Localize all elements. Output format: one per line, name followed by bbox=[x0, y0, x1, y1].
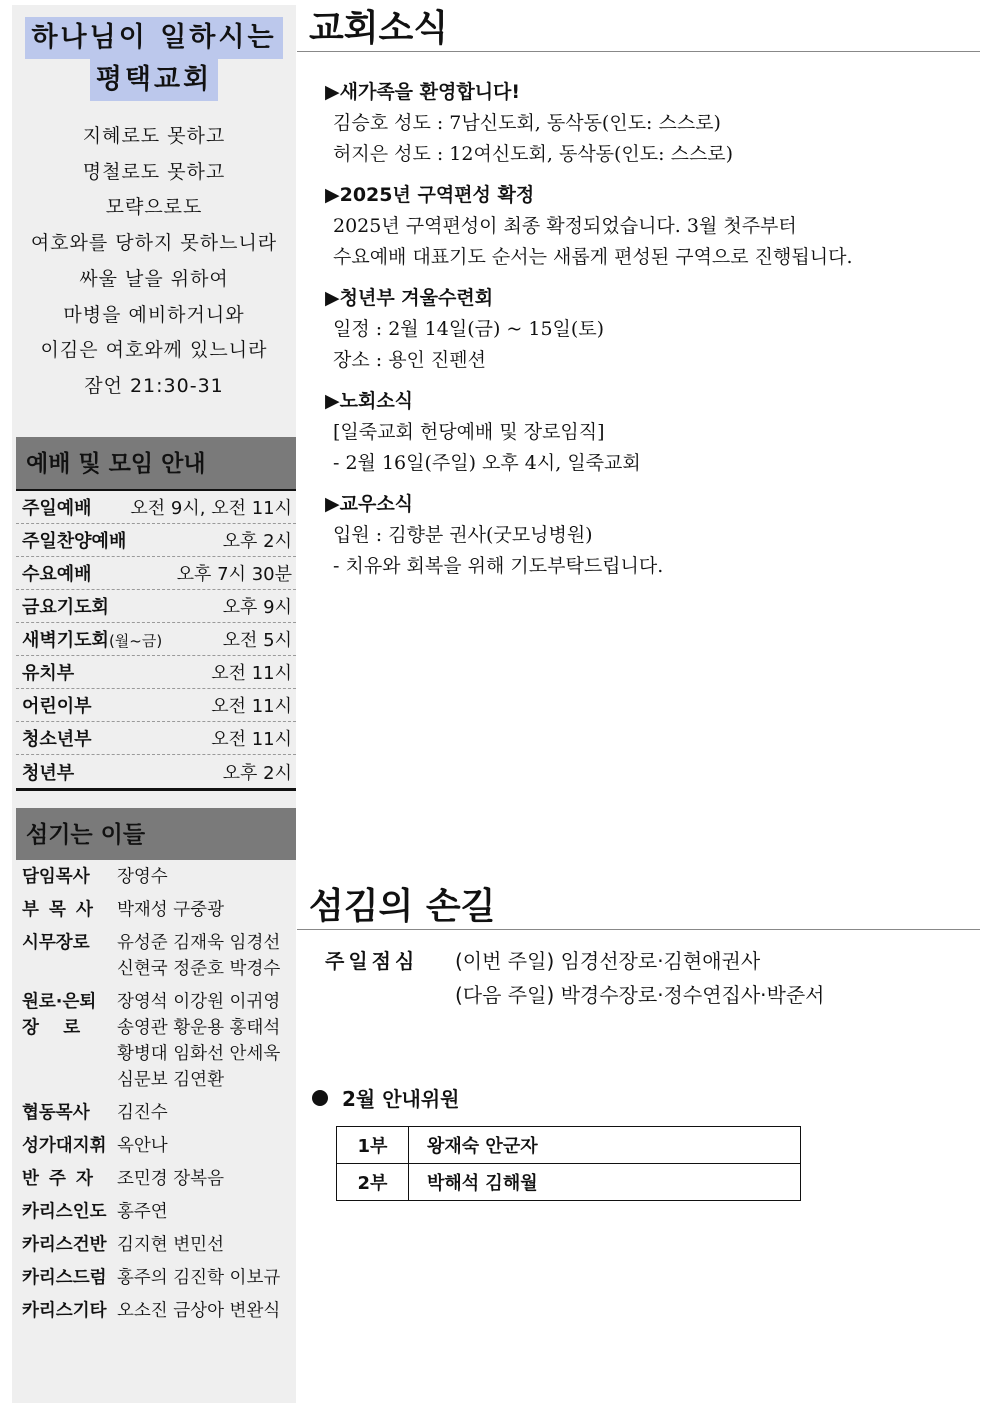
worship-time: 오전 11시 bbox=[211, 696, 292, 717]
servant-names-line: 장영석 이강원 이귀영 bbox=[117, 992, 281, 1012]
servant-names-line: 유성준 김재욱 임경선 bbox=[117, 933, 281, 953]
worship-row bbox=[16, 755, 296, 788]
news-item bbox=[325, 179, 980, 273]
news-item-line: 일정 : 2월 14일(금) ~ 15일(토) bbox=[333, 318, 605, 340]
news-item-line: 입원 : 김향분 권사(굿모닝병원) bbox=[333, 524, 593, 546]
servant-names bbox=[117, 897, 224, 923]
verse-line: 모략으로도 bbox=[105, 196, 203, 219]
worship-name: 유치부 bbox=[22, 663, 75, 684]
servant-names bbox=[117, 1298, 280, 1324]
news-item-line: 허지은 성도 : 12여신도회, 동삭동(인도: 스스로) bbox=[333, 143, 734, 165]
servants-title: 섬기는 이들 bbox=[16, 808, 296, 860]
worship-name: 수요예배 bbox=[22, 564, 92, 585]
servant-role: 카리스드럼 bbox=[22, 1268, 107, 1288]
servant-row bbox=[22, 1166, 296, 1192]
worship-name: 어린이부 bbox=[22, 696, 92, 717]
news-item bbox=[325, 385, 980, 479]
servants-list bbox=[16, 860, 296, 1324]
usher-names: 왕재숙 안군자 bbox=[409, 1127, 801, 1164]
lunch-duty bbox=[297, 944, 980, 1012]
news-item-title: ▶교우소식 bbox=[325, 493, 414, 515]
news-item-title: ▶새가족을 환영합니다! bbox=[325, 81, 521, 103]
servant-names-line: 장영수 bbox=[117, 867, 168, 887]
serving-hands-title: 섬김의 손길 bbox=[309, 886, 496, 927]
servant-names-line: 심문보 김연환 bbox=[117, 1070, 224, 1090]
servant-row bbox=[22, 1298, 296, 1324]
worship-row bbox=[16, 656, 296, 689]
servant-names bbox=[117, 930, 280, 982]
worship-time: 오전 9시, 오전 11시 bbox=[130, 498, 292, 519]
church-title bbox=[12, 17, 296, 101]
servant-names bbox=[117, 864, 168, 890]
worship-name-text: 새벽기도회 bbox=[22, 630, 109, 651]
worship-row bbox=[16, 491, 296, 524]
worship-name: 주일예배 bbox=[22, 498, 92, 519]
lunch-duty-label-spacer bbox=[325, 978, 455, 1012]
news-item-line: 장소 : 용인 진펜션 bbox=[333, 349, 486, 371]
news-item-title: ▶2025년 구역편성 확정 bbox=[325, 184, 535, 206]
ushers-table bbox=[336, 1126, 801, 1201]
servant-role: 카리스인도 bbox=[22, 1202, 107, 1222]
servant-row bbox=[22, 1100, 296, 1126]
verse-line: 이김은 여호와께 있느니라 bbox=[40, 339, 268, 362]
worship-row bbox=[16, 524, 296, 557]
servant-names-line: 조민경 장복음 bbox=[117, 1169, 224, 1189]
worship-name: 주일찬양예배 bbox=[22, 531, 127, 552]
worship-time: 오후 9시 bbox=[222, 597, 292, 618]
servant-names-line: 홍주의 김진학 이보규 bbox=[117, 1268, 281, 1288]
news-item-line: - 2월 16일(주일) 오후 4시, 일죽교회 bbox=[333, 452, 641, 474]
servant-row bbox=[22, 1265, 296, 1291]
servant-names-line: 김지현 변민선 bbox=[117, 1235, 224, 1255]
servant-role: 반 주 자 bbox=[22, 1169, 95, 1189]
news-item-title: ▶청년부 겨울수련회 bbox=[325, 287, 494, 309]
church-title-line-2: 평택교회 bbox=[90, 59, 218, 101]
usher-part: 2부 bbox=[337, 1164, 409, 1201]
worship-name: 금요기도회 bbox=[22, 597, 109, 618]
servant-names-line: 김진수 bbox=[117, 1103, 168, 1123]
servant-role: 협동목사 bbox=[22, 1103, 90, 1123]
servant-names bbox=[117, 1232, 224, 1258]
worship-time: 오후 2시 bbox=[222, 762, 292, 784]
bullet-icon bbox=[312, 1090, 328, 1106]
worship-row bbox=[16, 623, 296, 656]
news-item-line: 수요예배 대표기도 순서는 새롭게 편성된 구역으로 진행됩니다. bbox=[333, 246, 853, 268]
news-item bbox=[325, 282, 980, 376]
lunch-duty-label: 주일점심 bbox=[325, 949, 419, 973]
ushers-title bbox=[312, 1083, 801, 1112]
servant-names-line: 황병대 임화선 안세욱 bbox=[117, 1044, 281, 1064]
worship-time: 오전 11시 bbox=[211, 729, 292, 750]
ushers-section bbox=[312, 1083, 801, 1201]
servant-names bbox=[117, 1133, 168, 1159]
worship-time: 오후 2시 bbox=[222, 531, 292, 552]
worship-schedule bbox=[16, 437, 296, 791]
servant-role: 카리스건반 bbox=[22, 1235, 107, 1255]
servant-names bbox=[117, 1166, 224, 1192]
scripture-verse bbox=[12, 119, 296, 405]
church-title-line-1: 하나님이 일하시는 bbox=[25, 17, 282, 59]
servant-row bbox=[22, 930, 296, 982]
servant-names bbox=[117, 1265, 280, 1291]
worship-row bbox=[16, 557, 296, 590]
servants-section bbox=[16, 808, 296, 1331]
worship-schedule-title: 예배 및 모임 안내 bbox=[16, 437, 296, 489]
church-news-section bbox=[297, 0, 980, 591]
left-sidebar bbox=[12, 5, 296, 1403]
servant-names bbox=[117, 989, 280, 1093]
servant-names bbox=[117, 1199, 168, 1225]
servant-role: 성가대지휘 bbox=[22, 1136, 107, 1156]
worship-time: 오전 11시 bbox=[211, 663, 292, 684]
worship-table bbox=[16, 489, 296, 791]
servant-role: 부 목 사 bbox=[22, 900, 95, 920]
worship-name: 청소년부 bbox=[22, 729, 92, 750]
lunch-duty-row bbox=[325, 944, 980, 978]
servant-row bbox=[22, 897, 296, 923]
servant-names bbox=[117, 1100, 168, 1126]
table-row bbox=[337, 1127, 801, 1164]
lunch-duty-next-week: (다음 주일) 박경수장로·정수연집사·박준서 bbox=[455, 983, 825, 1007]
worship-time: 오전 5시 bbox=[222, 630, 292, 651]
verse-line: 여호와를 당하지 못하느니라 bbox=[30, 232, 278, 255]
section-divider bbox=[297, 929, 980, 930]
news-item-line: 2025년 구역편성이 최종 확정되었습니다. 3월 첫주부터 bbox=[333, 215, 797, 237]
verse-line: 명철로도 못하고 bbox=[82, 160, 226, 183]
worship-note: (월~금) bbox=[108, 632, 163, 650]
verse-line: 마병을 예비하거니와 bbox=[63, 303, 245, 326]
news-item bbox=[325, 488, 980, 582]
servant-row bbox=[22, 864, 296, 890]
servant-row bbox=[22, 1133, 296, 1159]
servant-names-line: 박재성 구중광 bbox=[117, 900, 224, 920]
news-list bbox=[297, 76, 980, 582]
verse-line: 지혜로도 못하고 bbox=[82, 125, 226, 147]
lunch-duty-row bbox=[325, 978, 980, 1012]
lunch-duty-this-week: (이번 주일) 임경선장로·김현애권사 bbox=[455, 949, 761, 973]
ushers-title-text: 2월 안내위원 bbox=[342, 1087, 460, 1111]
servant-names-line: 신현국 정준호 박경수 bbox=[117, 959, 281, 979]
servant-role: 담임목사 bbox=[22, 867, 90, 887]
usher-part: 1부 bbox=[337, 1127, 409, 1164]
servant-names-line: 홍주연 bbox=[117, 1202, 168, 1222]
servant-names-line: 옥안나 bbox=[117, 1136, 168, 1156]
worship-row bbox=[16, 590, 296, 623]
news-item bbox=[325, 76, 980, 170]
worship-row bbox=[16, 689, 296, 722]
verse-reference: 잠언 21:30-31 bbox=[84, 374, 224, 397]
servant-names-line: 송영관 황운용 홍태석 bbox=[117, 1018, 281, 1038]
news-item-title: ▶노회소식 bbox=[325, 390, 414, 412]
servant-role: 시무장로 bbox=[22, 933, 90, 953]
worship-time: 오후 7시 30분 bbox=[176, 564, 292, 585]
serving-hands-section bbox=[297, 878, 980, 1012]
table-row bbox=[337, 1164, 801, 1201]
news-item-line: - 치유와 회복을 위해 기도부탁드립니다. bbox=[333, 555, 664, 577]
church-news-title: 교회소식 bbox=[309, 8, 449, 49]
worship-name: 청년부 bbox=[22, 762, 75, 784]
worship-row bbox=[16, 722, 296, 755]
servant-role: 카리스기타 bbox=[22, 1301, 107, 1321]
worship-name bbox=[22, 626, 162, 652]
news-item-line: 김승호 성도 : 7남신도회, 동삭동(인도: 스스로) bbox=[333, 112, 721, 134]
servant-row bbox=[22, 1232, 296, 1258]
servant-row bbox=[22, 1199, 296, 1225]
news-item-line: [일죽교회 헌당예배 및 장로임직] bbox=[333, 421, 605, 443]
servant-row bbox=[22, 989, 296, 1093]
servant-role: 원로·은퇴 장 로 bbox=[22, 992, 97, 1038]
usher-names: 박해석 김해월 bbox=[409, 1164, 801, 1201]
verse-line: 싸울 날을 위하여 bbox=[79, 267, 229, 290]
section-divider bbox=[297, 51, 980, 52]
servant-names-line: 오소진 금상아 변완식 bbox=[117, 1301, 281, 1321]
